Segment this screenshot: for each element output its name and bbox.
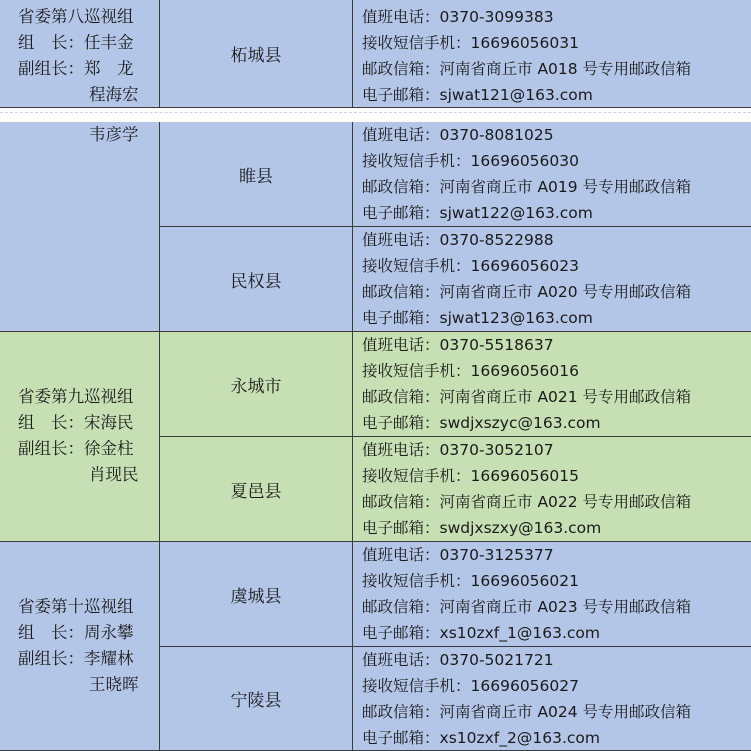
email-line: 电子邮箱：swdjxszxy@163.com [362,519,602,537]
contact-cell [353,332,751,437]
leader-cell [0,332,160,542]
duty-phone-line: 值班电话：0370-3099383 [362,8,554,26]
county-cell: 夏邑县 [160,437,353,542]
sms-line: 接收短信手机：16696056021 [362,572,579,590]
duty-phone-line: 值班电话：0370-3125377 [362,546,554,564]
county-cell: 永城市 [160,332,353,437]
leader-line: 省委第八巡视组 [18,7,134,26]
leader-cell [0,0,160,108]
leader-line: 肖现民 [89,465,139,484]
mailbox-line: 邮政信箱：河南省商丘市 A021 号专用邮政信箱 [362,388,692,406]
duty-phone-line: 值班电话：0370-8081025 [362,126,554,144]
mailbox-line: 邮政信箱：河南省商丘市 A020 号专用邮政信箱 [362,283,692,301]
group-tenth [0,542,751,751]
group-ninth [0,332,751,542]
county-cell: 睢县 [160,122,353,227]
duty-phone-line: 值班电话：0370-3052107 [362,441,554,459]
email-line: 电子邮箱：sjwat123@163.com [362,309,593,327]
county-cell: 柘城县 [160,0,353,108]
sms-line: 接收短信手机：16696056027 [362,677,579,695]
leader-line: 王晓晖 [89,675,139,694]
leader-line: 省委第九巡视组 [18,387,134,406]
contact-cell [353,437,751,542]
county-cell: 宁陵县 [160,647,353,751]
leader-line: 副组长：郑 龙 [18,59,134,78]
contact-cell [353,122,751,227]
contact-cell [353,227,751,332]
email-line: 电子邮箱：sjwat121@163.com [362,86,593,104]
mailbox-line: 邮政信箱：河南省商丘市 A022 号专用邮政信箱 [362,493,692,511]
leader-cell [0,542,160,751]
contact-cell [353,542,751,647]
leader-line: 组 长：宋海民 [18,413,134,432]
duty-phone-line: 值班电话：0370-5021721 [362,651,554,669]
email-line: 电子邮箱：xs10zxf_2@163.com [362,729,600,747]
duty-phone-line: 值班电话：0370-5518637 [362,336,554,354]
leader-line: 韦彦学 [89,125,139,144]
leader-line: 组 长：周永攀 [18,623,134,642]
group-eighth-part1 [0,0,751,108]
leader-line: 省委第十巡视组 [18,597,134,616]
email-line: 电子邮箱：sjwat122@163.com [362,204,593,222]
mailbox-line: 邮政信箱：河南省商丘市 A024 号专用邮政信箱 [362,703,692,721]
mailbox-line: 邮政信箱：河南省商丘市 A019 号专用邮政信箱 [362,178,692,196]
leader-line: 组 长：任丰金 [18,33,134,52]
leader-cell [0,122,160,332]
email-line: 电子邮箱：xs10zxf_1@163.com [362,624,600,642]
page-gap [0,108,751,123]
contact-cell [353,647,751,751]
mailbox-line: 邮政信箱：河南省商丘市 A018 号专用邮政信箱 [362,60,692,78]
sms-line: 接收短信手机：16696056023 [362,257,579,275]
leader-line: 程海宏 [89,85,139,104]
sms-line: 接收短信手机：16696056016 [362,362,579,380]
county-cell: 民权县 [160,227,353,332]
sms-line: 接收短信手机：16696056031 [362,34,579,52]
group-eighth-part2 [0,122,751,332]
county-cell: 虞城县 [160,542,353,647]
leader-line: 副组长：徐金柱 [18,439,134,458]
sms-line: 接收短信手机：16696056015 [362,467,579,485]
contact-cell [353,4,751,108]
mailbox-line: 邮政信箱：河南省商丘市 A023 号专用邮政信箱 [362,598,692,616]
email-line: 电子邮箱：swdjxszyc@163.com [362,414,601,432]
sms-line: 接收短信手机：16696056030 [362,152,579,170]
leader-line: 副组长：李耀林 [18,649,134,668]
duty-phone-line: 值班电话：0370-8522988 [362,231,554,249]
